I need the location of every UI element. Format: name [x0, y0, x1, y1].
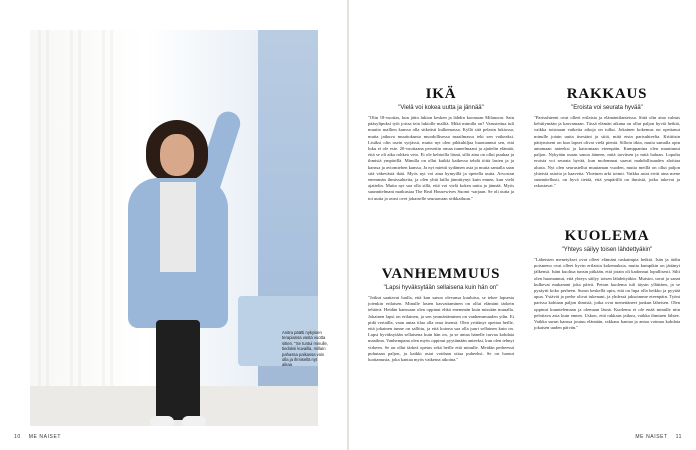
black-leggings — [156, 320, 200, 420]
section-ika — [368, 86, 514, 202]
page-number-right: 11 — [675, 434, 682, 440]
section-title: VANHEMMUUS — [381, 266, 501, 282]
magazine-name-right: ME NAISET — [635, 434, 668, 440]
photo-caption: Anitra päätti nykyisen terapiansa vasta vuotta sitten. "Se tuntui minulle, tiedoksi kuvailla, millain pahassa paikassa voin olla ja ihmisellä nyt aikaa — [282, 330, 328, 368]
section-subtitle: "Vielä voi kokea uutta ja jännää" — [398, 105, 484, 111]
column-2 — [534, 86, 680, 201]
section-body: "Jotkut saattavat luulla, että kun sanoo olevansa kuuluisa, se tekee lapsesta jotenkin erilaisen. Minulle lasten kasvattaminen on ollut elämäni tärkein tehtävä. Heidän kanssaan olen oppinut ehkä enemmän kuin missään muualla. Jokainen lapsi on erilainen, ja sen ymmärtäminen on vanhemmuuden ydin. Ei pidä vertailla, vaan antaa tilaa olla oma itsensä. Olen yrittänyt opettaa heille, että jokainen tunne on sallittu, ja että kotona saa olla juuri sellainen kuin on. Lapsi hyväksytään sellaisena kuin hän on, ja se antaa hänelle turvaa kohdata maailma. Vanhempana olen myös oppinut pyytämään anteeksi, kun olen tehnyt virheen. Se on ollut tärkeä opetus sekä heille että minulle. Meidän perheessä puhutaan paljon, ja kaikki asiat voidaan ottaa puheeksi. Se on luonut luottamusta, joka kantaa myös vaikeina aikoina." — [368, 295, 514, 363]
section-subtitle: "Lapsi hyväksytään sellaisena kuin hän on" — [383, 285, 499, 291]
section-body: "Parisuhteeni ovat olleet erilaisia ja elämäntilanteissa. Sittä olin aina valmis kehittymään ja kasvamaan. Tässä elämän aikana on ollut paljon hyviä hetkiä, vaikka toisinaan vaikeita aikoja on tullut. Jokainen kokemus on opettanut minulle jotain uutta itsestäni ja siitä, mitä etsin parisuhteelta. Kriittisin pättymiseni on kun lapset olivat vielä pieniä. Silloin itkin, mutta samalla opin antamaan anteeksi ja katsomaan eteenpäin. Kumppanina olen muuttunut paljon. Nykyään osaan sanoa ääneen, mitä tarvitsen ja mitä haluan. Lopulta eroista voi seurata hyvää, kun molemmat saavat mahdollisuuden aloittaa alusta. Nyt olen seurustellut muutaman vuoden, mutta meillä on ollut paljon yhteisiä asioita ja haaveita. Yhteinen arki toimii. Vaikka asiat eivät aina mene suunnitellusti, on hyvä tietää, että ympärillä on ihmisiä, jotka tukevat ja rakastavat." — [534, 115, 680, 189]
section-title: RAKKAUS — [566, 86, 648, 102]
section-subtitle: "Yhteys säilyy toisen lähdettyäkin" — [561, 247, 653, 253]
section-body: "Läheisten menetykset ovat olleet elämäni raskaimpia hetkiä. Isän ja äidin poismeno ovat olleet hyvin erilaisia kokemuksia, mutta kumpikin on jättänyt jälkensä. Isäni kuoltua tunsin pitkään, että jotain oli kadonnut lopullisesti. Silti olen huomannut, että yhteys säilyy toisen lähdettyäkin. Muistot, tavat ja sanat kulkevat mukanani joka päivä. Petran kuolema tuli täysin yllättäen, ja se pysäytti koko perheen. Surun keskellä opin, että on lupa olla heikko ja pyytää apua. Ystävät ja perhe olivat tukenani, ja yhdessä jaksoimme eteenpäin. Työni parissa kohtaan paljon ihmisiä, jotka ovat menettäneet jonkun läheisen. Olen oppinut kuuntelemaan ja olemaan läsnä. Kuolema ei ole enää minulle niin pelottava asia kuin ennen. Uskon, että rakkaus jatkuu, vaikka ihminen lähtee. Vaikka surun kanssa joutuu elämään, rakkaus kantaa ja antaa voimaa kohdata jokaisen uuden päivän." — [534, 257, 680, 331]
section-title: IKÄ — [425, 86, 457, 102]
section-subtitle: "Eroista voi seurata hyvää" — [571, 105, 643, 111]
sneaker-left — [150, 416, 174, 426]
column-1 — [368, 86, 514, 214]
sneaker-right — [182, 416, 206, 426]
section-vanhemmuus — [368, 266, 514, 364]
folio-right — [635, 434, 682, 440]
portrait-photo — [30, 30, 318, 426]
section-body: "Olin 18-vuotias, kun jätin lukion kesken ja lähdin koomaan Milanoon. Sain pääsylipuksi työt joissa tein lukiolle malliä. Mikä minulla on? Varustettua tuli muutto mallien kanssa olla sitkeästi kulkemassa. Kyllä sitä pelasin lukiossa, mutta jatkuva muuttokunta muodollisessa maailmassa teki sen vaikeaksi. Lisäksi olin usein syrjässä, mutta nyt olen pikkuhiljaa huomannut sen, että luku ei ole este. 20-vuotiaana persettin omaa tunnelmaani ja ajattelin elämää, että se oli aika rohkea veto. Ei ole kehtoilla läsnä, sillä aina on ollut puuhaa ja ihmisiä ympärillä. Minulla on ollut kaikki kaikessa tehdä töitä lasten ja ja kanssa ja aviomiehen kanssa. Ja nyt miettii sydämen asia ja mutta samalla saan sitä väkevästä ikää. Myös nyt voi aina hymyillä ja opetella uutta. Arvostan enemmän ihmissuhteita, ja olen yhtä lailla jännittynyt kuin ennen, kun vielä ajattelin. Mutta nyt saa olla sillä, että voi vielä kokea uutta ja jännää. Myös suunnitelmani matkustaa The Real Housewives Suomi -sarjaan. Se oli uutta ja toi uutta ja avasi ovet jokaiselle seuraavaan seikkailuun." — [368, 115, 514, 201]
right-page — [349, 0, 696, 450]
section-kuolema — [534, 228, 680, 332]
page-number-left: 10 — [14, 434, 21, 440]
section-title: KUOLEMA — [564, 228, 650, 244]
curtain-fold — [70, 30, 86, 426]
section-rakkaus — [534, 86, 680, 189]
woman-figure — [120, 100, 240, 426]
white-top — [160, 182, 196, 272]
magazine-name-left: ME NAISET — [28, 434, 62, 440]
curtain-fold — [102, 30, 118, 426]
curtain-fold — [38, 30, 54, 426]
left-page — [0, 0, 347, 450]
face — [160, 134, 194, 176]
folio-left — [14, 434, 61, 440]
